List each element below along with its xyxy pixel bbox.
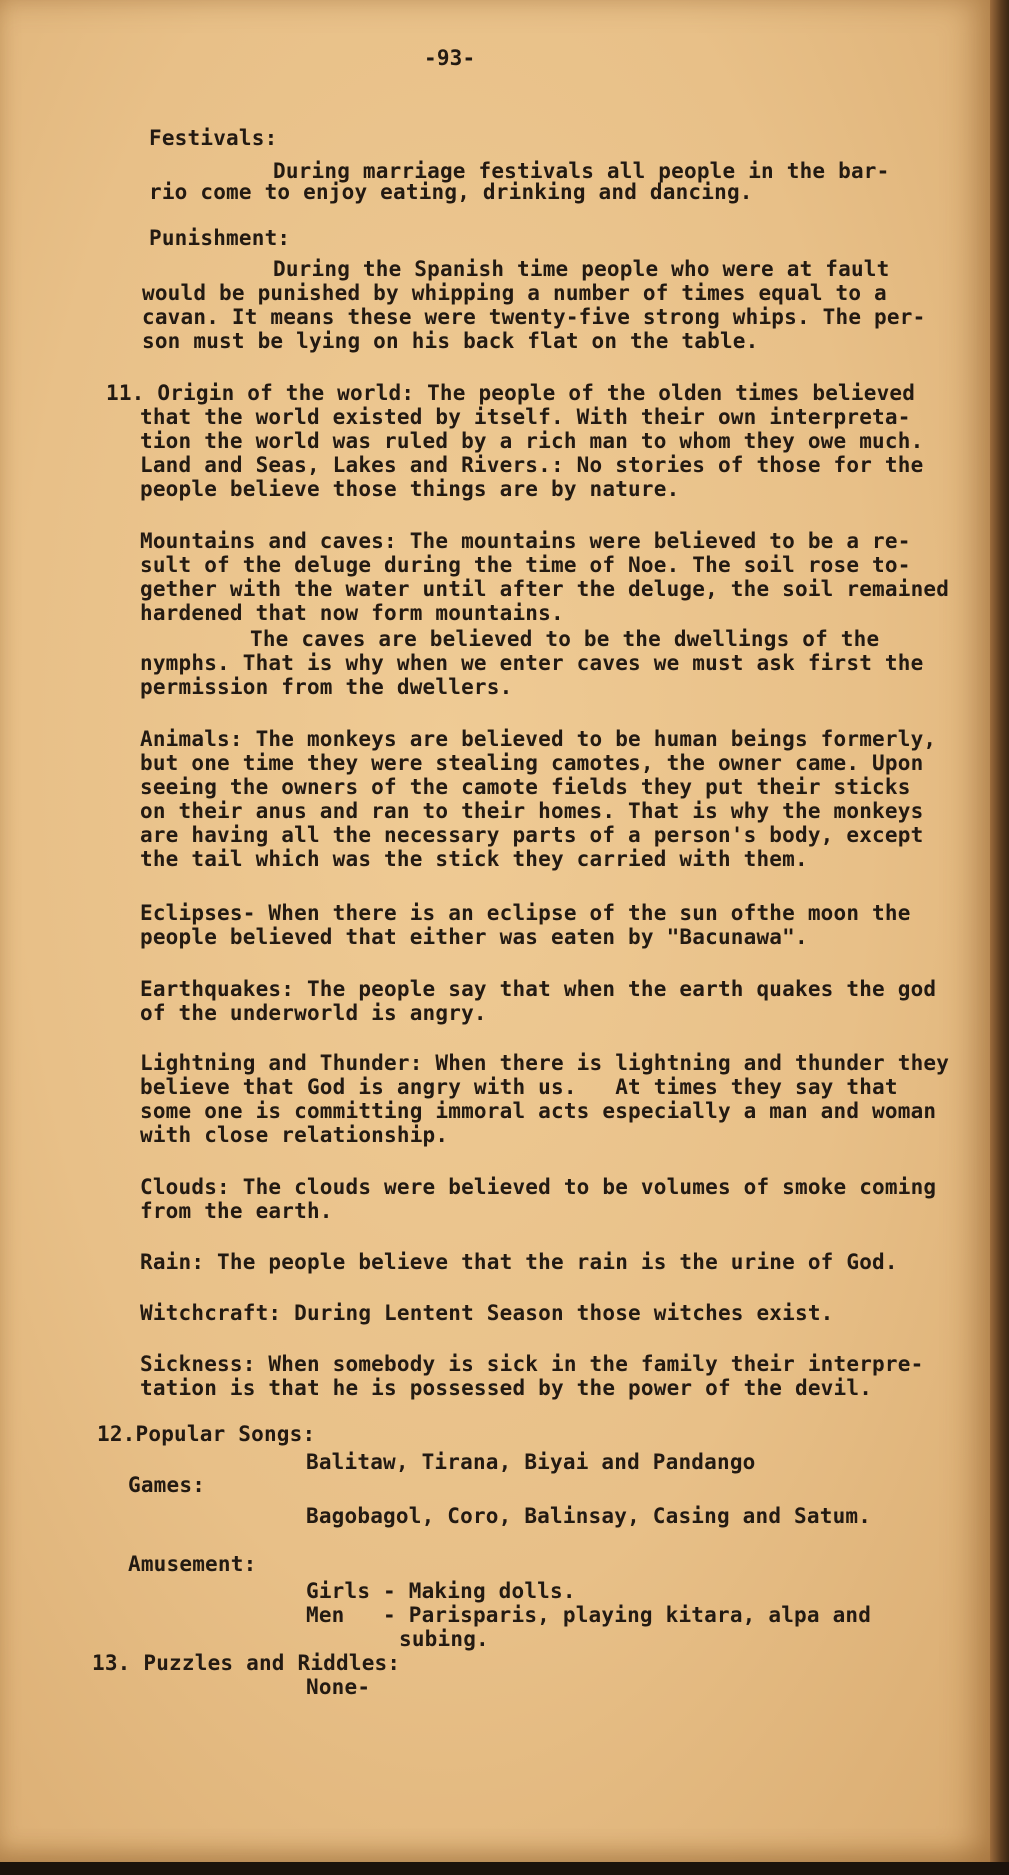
punishment-line: During the Spanish time people who were at fault: [273, 257, 890, 281]
sickness-line: tation is that he is possessed by the power of the devil.: [140, 1376, 873, 1400]
games-heading: Games:: [128, 1473, 206, 1497]
puzzles-heading: 13. Puzzles and Riddles:: [92, 1651, 401, 1675]
punishment-line: would be punished by whipping a number of times equal to a: [142, 281, 887, 305]
page-bottom-edge: [0, 1862, 1009, 1875]
mountains-line: nymphs. That is why when we enter caves we must ask first the: [140, 651, 924, 675]
clouds-line: Clouds: The clouds were believed to be volumes of smoke coming: [140, 1175, 937, 1199]
amusement-girls: Girls - Making dolls.: [306, 1579, 576, 1603]
lightning-line: some one is committing immoral acts especially a man and woman: [140, 1099, 937, 1123]
mountains-line: The caves are believed to be the dwellings of the: [250, 627, 880, 651]
lightning-line: with close relationship.: [140, 1123, 449, 1147]
games-value: Bagobagol, Coro, Balinsay, Casing and Satum.: [306, 1504, 872, 1528]
clouds-line: from the earth.: [140, 1199, 333, 1223]
popular-songs-value: Balitaw, Tirana, Biyai and Pandango: [306, 1450, 756, 1474]
page-number: -93-: [424, 46, 476, 70]
eclipses-line: Eclipses- When there is an eclipse of the sun ofthe moon the: [140, 901, 911, 925]
punishment-heading: Punishment:: [149, 226, 291, 250]
rain-line: Rain: The people believe that the rain is the urine of God.: [140, 1250, 898, 1274]
origin-line: tion the world was ruled by a rich man to whom they owe much.: [140, 429, 924, 453]
amusement-heading: Amusement:: [128, 1552, 257, 1576]
puzzles-value: None-: [306, 1675, 371, 1699]
festivals-line: During marriage festivals all people in the bar-: [273, 159, 890, 183]
animals-line: seeing the owners of the camote fields they put their sticks: [140, 775, 911, 799]
origin-line: that the world existed by itself. With their own interpreta-: [140, 405, 911, 429]
origin-line: 11. Origin of the world: The people of the olden times believed: [106, 381, 916, 405]
festivals-line: rio come to enjoy eating, drinking and dancing.: [149, 180, 753, 204]
popular-songs-heading: 12.Popular Songs:: [97, 1422, 316, 1446]
punishment-line: cavan. It means these were twenty-five strong whips. The per-: [142, 305, 926, 329]
book-spine: [990, 0, 1009, 1875]
lightning-line: Lightning and Thunder: When there is lightning and thunder they: [140, 1051, 950, 1075]
festivals-heading: Festivals:: [149, 126, 278, 150]
earthquakes-line: of the underworld is angry.: [140, 1001, 487, 1025]
earthquakes-line: Earthquakes: The people say that when the earth quakes the god: [140, 977, 937, 1001]
mountains-line: Mountains and caves: The mountains were believed to be a re-: [140, 529, 911, 553]
lightning-line: believe that God is angry with us. At times they say that: [140, 1075, 898, 1099]
origin-line: Land and Seas, Lakes and Rivers.: No stories of those for the: [140, 453, 924, 477]
animals-line: the tail which was the stick they carried with them.: [140, 847, 808, 871]
animals-line: on their anus and ran to their homes. That is why the monkeys: [140, 799, 924, 823]
sickness-line: Sickness: When somebody is sick in the family their interpre-: [140, 1352, 924, 1376]
punishment-line: son must be lying on his back flat on the table.: [142, 329, 759, 353]
amusement-men-cont: subing.: [399, 1627, 489, 1651]
mountains-line: gether with the water until after the deluge, the soil remained: [140, 577, 950, 601]
mountains-line: hardened that now form mountains.: [140, 601, 564, 625]
eclipses-line: people believed that either was eaten by "Bacunawa".: [140, 925, 808, 949]
witchcraft-line: Witchcraft: During Lentent Season those witches exist.: [140, 1301, 834, 1325]
amusement-men: Men - Parisparis, playing kitara, alpa and: [306, 1603, 872, 1627]
mountains-line: sult of the deluge during the time of Noe. The soil rose to-: [140, 553, 911, 577]
mountains-line: permission from the dwellers.: [140, 675, 513, 699]
animals-line: Animals: The monkeys are believed to be human beings formerly,: [140, 727, 937, 751]
origin-line: people believe those things are by nature.: [140, 477, 680, 501]
animals-line: but one time they were stealing camotes, the owner came. Upon: [140, 751, 924, 775]
animals-line: are having all the necessary parts of a person's body, except: [140, 823, 924, 847]
